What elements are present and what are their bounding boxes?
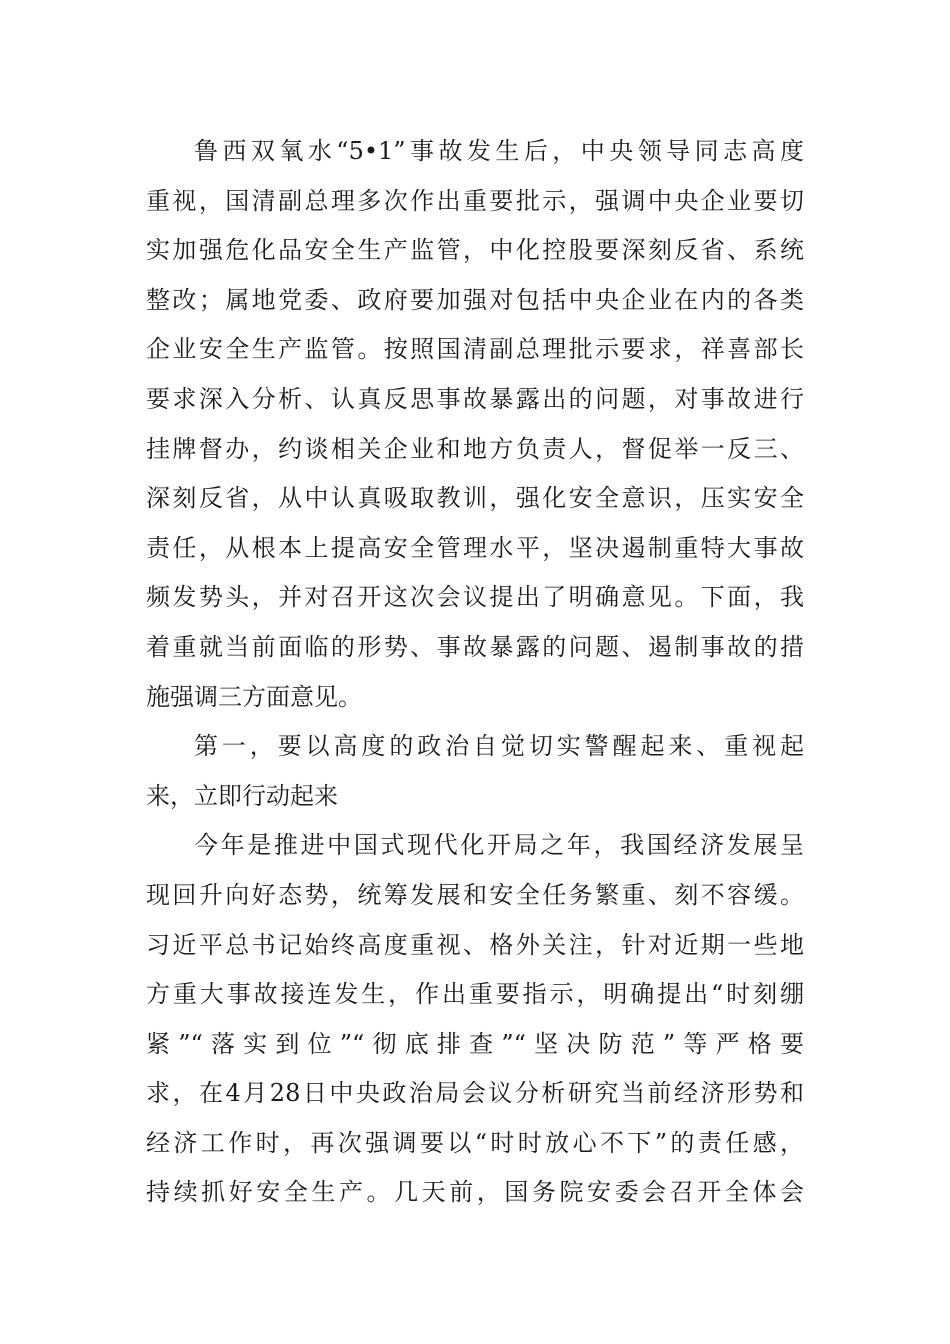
text-line: 着重就当前面临的形势、事故暴露的问题、遏制事故的措 — [146, 632, 804, 661]
text-line: 第一，要以高度的政治自觉切实警醒起来、重视起 — [194, 732, 804, 761]
text-line: 挂牌督办，约谈相关企业和地方负责人，督促举一反三、 — [146, 434, 804, 463]
text-line: 施强调三方面意见。 — [146, 682, 362, 711]
text-line: 经济工作时，再次强调要以“时时放心不下”的责任感， — [146, 1128, 804, 1157]
text-line: 紧”“落实到位”“彻底排查”“坚决防范”等严格要 — [146, 1029, 804, 1058]
text-line: 习近平总书记始终高度重视、格外关注，针对近期一些地 — [146, 930, 804, 959]
text-line: 责任，从根本上提高安全管理水平，坚决遏制重特大事故 — [146, 533, 804, 562]
text-line: 重视，国清副总理多次作出重要批示，强调中央企业要切 — [146, 186, 804, 215]
text-line: 持续抓好安全生产。几天前，国务院安委会召开全体会 — [146, 1178, 804, 1207]
text-line: 深刻反省，从中认真吸取教训，强化安全意识，压实安全 — [146, 484, 804, 513]
section-heading-first — [146, 722, 804, 821]
paragraph-situation — [146, 821, 804, 1218]
paragraph-accident-overview — [146, 127, 804, 722]
text-line: 鲁西双氧水“5•1”事故发生后，中央领导同志高度 — [194, 137, 804, 165]
text-line: 实加强危化品安全生产监管，中化控股要深刻反省、系统 — [146, 236, 804, 265]
text-line: 要求深入分析、认真反思事故暴露出的问题，对事故进行 — [146, 384, 804, 413]
text-line: 现回升向好态势，统筹发展和安全任务繁重、刻不容缓。 — [146, 880, 804, 909]
text-line: 频发势头，并对召开这次会议提出了明确意见。下面，我 — [146, 583, 804, 612]
document-body — [146, 127, 804, 1218]
text-line: 企业安全生产监管。按照国清副总理批示要求，祥喜部长 — [146, 335, 804, 364]
text-line: 方重大事故接连发生，作出重要指示，明确提出“时刻绷 — [146, 980, 804, 1009]
text-line: 求，在4月28日中央政治局会议分析研究当前经济形势和 — [146, 1079, 804, 1108]
text-line: 来，立即行动起来 — [146, 781, 338, 810]
text-line: 今年是推进中国式现代化开局之年，我国经济发展呈 — [194, 831, 804, 860]
text-line: 整改；属地党委、政府要加强对包括中央企业在内的各类 — [146, 285, 804, 314]
